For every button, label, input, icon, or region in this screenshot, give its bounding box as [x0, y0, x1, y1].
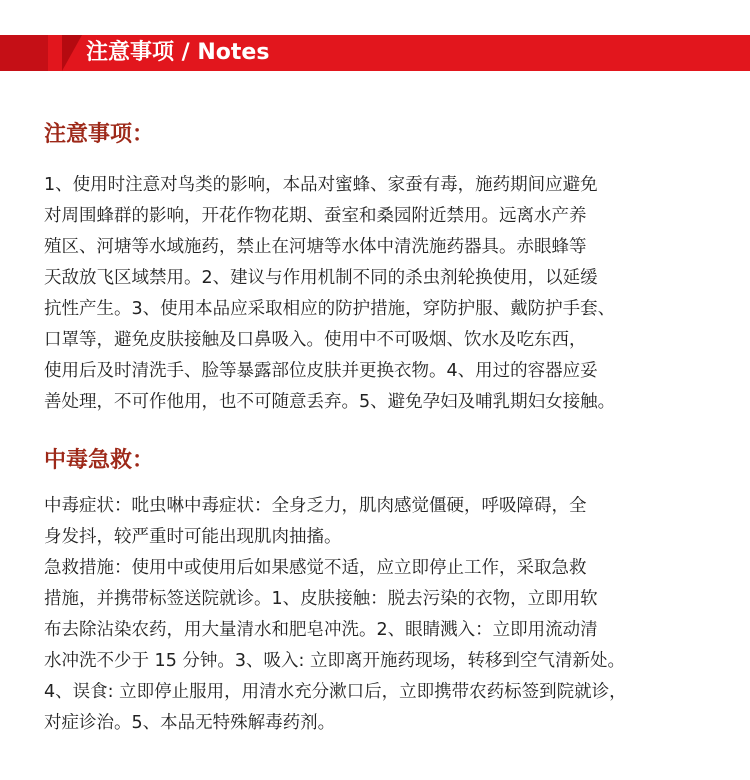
banner-accent-block [0, 35, 48, 71]
banner-title: 注意事项 / Notes [86, 40, 270, 65]
symptoms-line: 中毒症状：吡虫啉中毒症状：全身乏力，肌肉感觉僵硬，呼吸障碍，全 [44, 496, 587, 516]
first-aid-heading: 中毒急救： [44, 448, 155, 473]
symptoms-line: 身发抖，较严重时可能出现肌肉抽搐。 [44, 527, 342, 547]
notes-line: 口罩等，避免皮肤接触及口鼻吸入。使用中不可吸烟、饮水及吃东西， [44, 330, 587, 350]
notes-line: 天敌放飞区域禁用。2、建议与作用机制不同的杀虫剂轮换使用，以延缓 [44, 268, 598, 288]
notes-line: 使用后及时清洗手、脸等暴露部位皮肤并更换衣物。4、用过的容器应妥 [44, 361, 598, 381]
measures-line: 对症诊治。5、本品无特殊解毒药剂。 [44, 713, 336, 733]
notes-line: 善处理，不可作他用，也不可随意丢弃。5、避免孕妇及哺乳期妇女接触。 [44, 392, 616, 412]
notes-paragraph [44, 170, 724, 418]
notes-line: 对周围蜂群的影响，开花作物花期、蚕室和桑园附近禁用。远离水产养 [44, 206, 587, 226]
banner-fold-decoration [62, 35, 82, 71]
symptoms-paragraph [44, 491, 724, 553]
notes-heading: 注意事项： [44, 122, 155, 147]
measures-paragraph [44, 553, 724, 739]
measures-line: 布去除沾染农药，用大量清水和肥皂冲洗。2、眼睛溅入：立即用流动清 [44, 620, 598, 640]
measures-line: 4、误食: 立即停止服用，用清水充分漱口后，立即携带农药标签到院就诊， [44, 682, 627, 702]
measures-line: 措施，并携带标签送院就诊。1、皮肤接触：脱去污染的衣物，立即用软 [44, 589, 598, 609]
measures-line: 急救措施：使用中或使用后如果感觉不适，应立即停止工作，采取急救 [44, 558, 587, 578]
notes-line: 1、使用时注意对鸟类的影响，本品对蜜蜂、家蚕有毒，施药期间应避免 [44, 175, 598, 195]
measures-line: 水冲洗不少于 15 分钟。3、吸入: 立即离开施药现场，转移到空气清新处。 [44, 651, 625, 671]
notes-line: 殖区、河塘等水域施药，禁止在河塘等水体中清洗施药器具。赤眼蜂等 [44, 237, 587, 257]
notes-line: 抗性产生。3、使用本品应采取相应的防护措施，穿防护服、戴防护手套、 [44, 299, 616, 319]
notes-banner [0, 35, 750, 71]
